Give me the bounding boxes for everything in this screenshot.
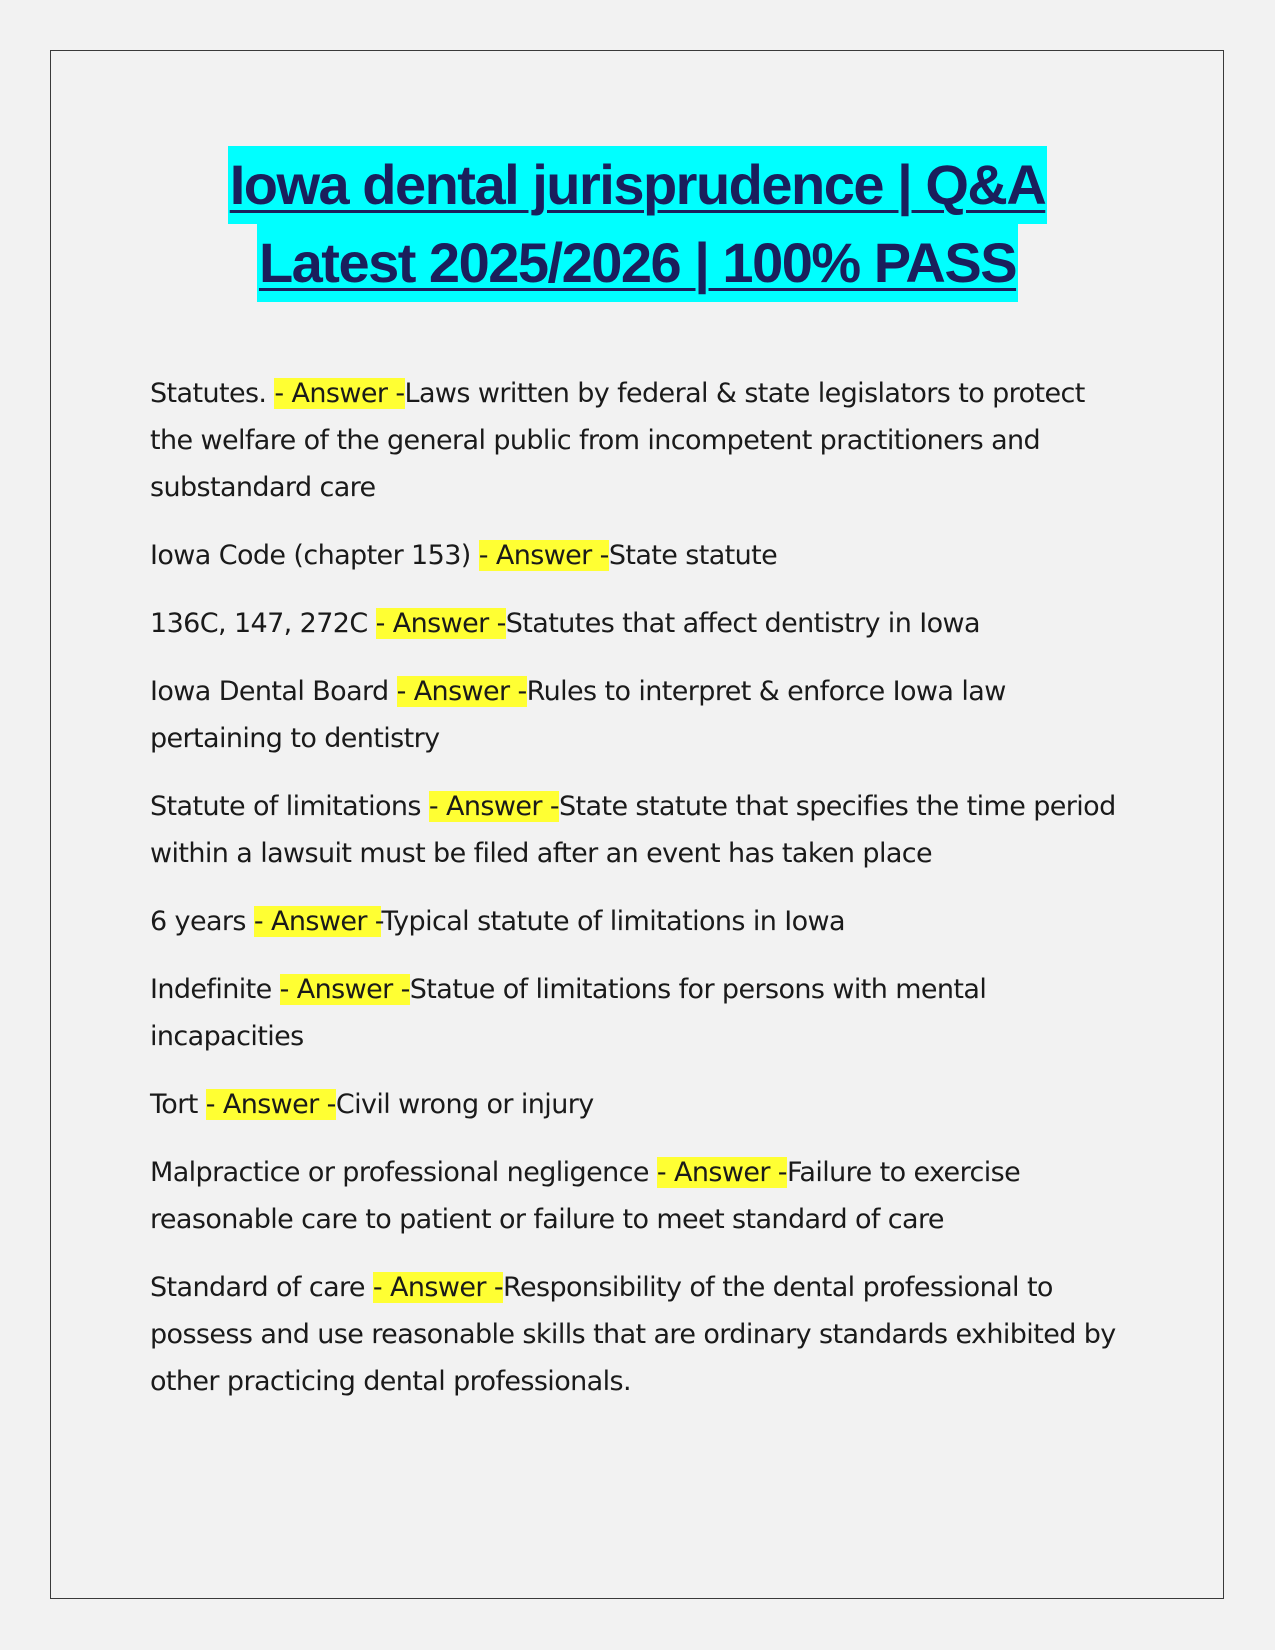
answer-separator: - Answer - xyxy=(396,676,527,707)
document-title xyxy=(0,146,1275,302)
qa-definition: Statutes that affect dentistry in Iowa xyxy=(505,608,980,639)
answer-separator: - Answer - xyxy=(656,1157,787,1188)
qa-definition: State statute xyxy=(608,540,778,571)
qa-item xyxy=(150,1149,1130,1243)
qa-definition: Typical statute of limitations in Iowa xyxy=(381,906,845,937)
qa-term: Standard of care xyxy=(150,1272,373,1303)
qa-definition: State statute that specifies the time period within a lawsuit must be filed after an event has taken place xyxy=(150,791,1116,869)
qa-term: Iowa Code (chapter 153) xyxy=(150,540,479,571)
qa-term: 6 years xyxy=(150,906,254,937)
answer-separator: - Answer - xyxy=(375,608,506,639)
qa-list xyxy=(150,370,1130,1426)
qa-item xyxy=(150,898,1130,945)
qa-definition: Civil wrong or injury xyxy=(335,1089,594,1120)
answer-separator: - Answer - xyxy=(253,906,382,937)
qa-item xyxy=(150,1264,1130,1405)
title-line-1: Iowa dental jurisprudence | Q&A xyxy=(228,146,1048,224)
answer-separator: - Answer - xyxy=(279,974,410,1005)
qa-term: Tort xyxy=(150,1089,206,1120)
qa-item xyxy=(150,783,1130,877)
qa-definition: Rules to interpret & enforce Iowa law pertaining to dentistry xyxy=(150,676,1006,754)
answer-separator: - Answer - xyxy=(274,378,405,409)
qa-term: Statute of limitations xyxy=(150,791,429,822)
qa-item xyxy=(150,966,1130,1060)
qa-item xyxy=(150,1081,1130,1128)
qa-item xyxy=(150,668,1130,762)
title-line-2: Latest 2025/2026 | 100% PASS xyxy=(257,224,1018,302)
qa-term: Malpractice or professional negligence xyxy=(150,1157,657,1188)
qa-definition: Laws written by federal & state legislators to protect the welfare of the general public from incompetent practitioners and substandard care xyxy=(150,378,1085,503)
qa-term: 136C, 147, 272C xyxy=(150,608,376,639)
qa-item xyxy=(150,600,1130,647)
qa-definition: Failure to exercise reasonable care to patient or failure to meet standard of care xyxy=(150,1157,1021,1235)
answer-separator: - Answer - xyxy=(205,1089,336,1120)
answer-separator: - Answer - xyxy=(428,791,559,822)
answer-separator: - Answer - xyxy=(372,1272,504,1303)
qa-term: Statutes. xyxy=(150,378,275,409)
qa-definition: Responsibility of the dental professional to possess and use reasonable skills that are ordinary standards exhibited by other practicing dental professionals. xyxy=(150,1272,1116,1397)
qa-definition: Statue of limitations for persons with mental incapacities xyxy=(150,974,987,1052)
qa-item xyxy=(150,532,1130,579)
qa-item xyxy=(150,370,1130,511)
qa-term: Iowa Dental Board xyxy=(150,676,397,707)
answer-separator: - Answer - xyxy=(478,540,609,571)
qa-term: Indefinite xyxy=(150,974,280,1005)
